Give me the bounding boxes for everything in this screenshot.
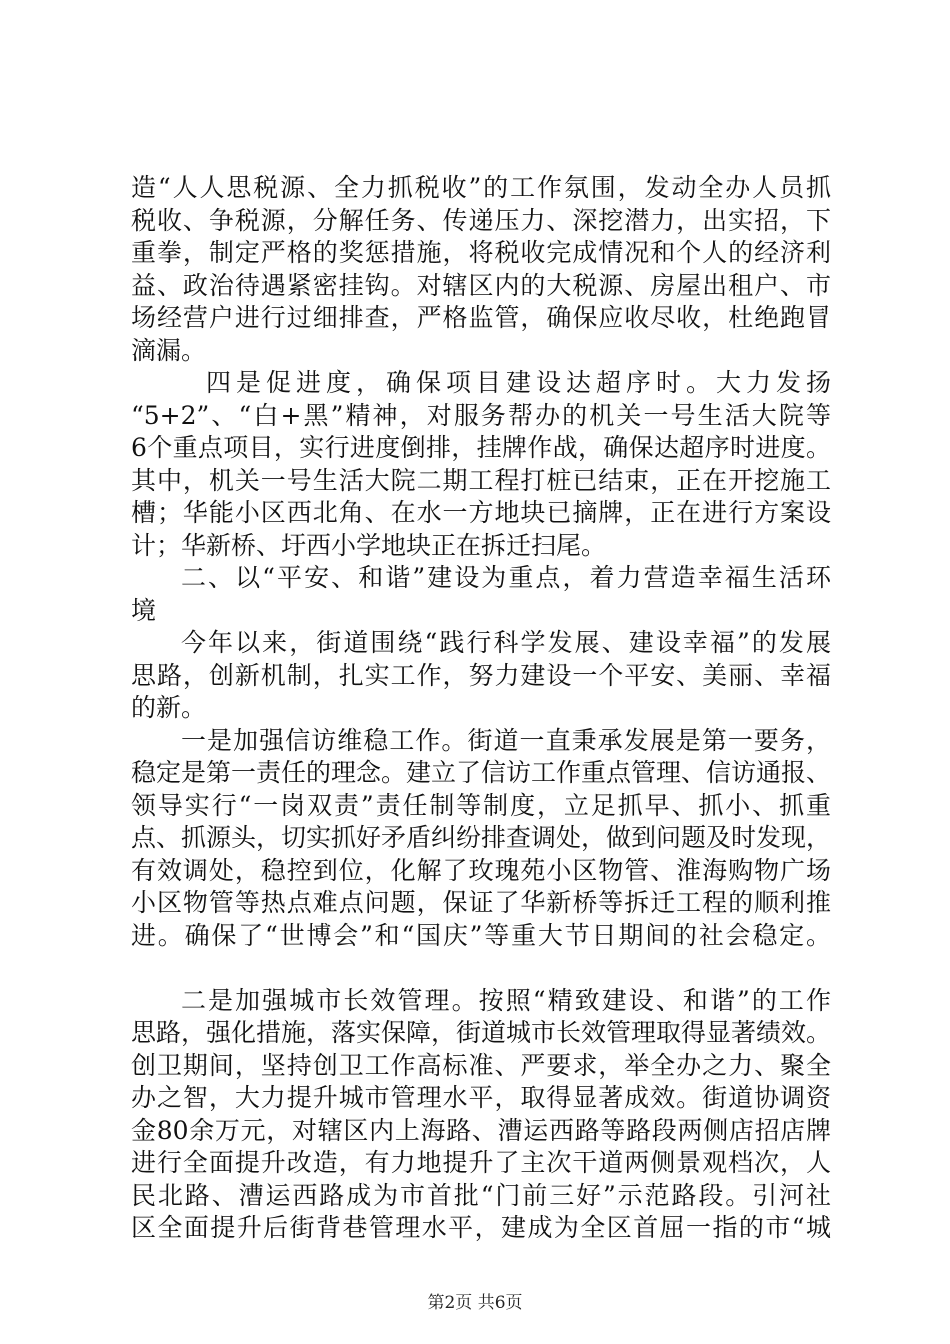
text-line: 槽；华能小区西北角、在水一方地块已摘牌，正在进行方案设	[131, 498, 831, 527]
text-line: 造“人人思税源、全力抓税收”的工作氛围，发动全办人员抓	[131, 173, 831, 202]
text-line: 金80余万元，对辖区内上海路、漕运西路等路段两侧店招店牌	[131, 1115, 831, 1145]
section-heading-line: 二、以“平安、和谐”建设为重点，着力营造幸福生活环	[181, 563, 831, 592]
paragraph-start-line: 四是促进度，确保项目建设达超序时。大力发扬	[206, 368, 831, 397]
text-line: 滴漏。	[131, 335, 207, 365]
text-line: 的新。	[131, 693, 207, 722]
document-body	[131, 172, 831, 1245]
text-line: 其中，机关一号生活大院二期工程打桩已结束，正在开挖施工	[131, 465, 831, 495]
text-line: 进行全面提升改造，有力地提升了主次干道两侧景观档次，人	[131, 1148, 831, 1177]
text-line: 计；华新桥、圩西小学地块正在拆迁扫尾。	[131, 530, 607, 560]
paragraph-start-line: 二是加强城市长效管理。按照“精致建设、和谐”的工作	[181, 985, 831, 1015]
paragraph-start-line: 一是加强信访维稳工作。街道一直秉承发展是第一要务，	[181, 725, 831, 755]
text-line: 税收、争税源，分解任务、传递压力、深挖潜力，出实招，下	[131, 205, 831, 235]
section-heading-line: 境	[131, 595, 157, 625]
text-line: 区全面提升后街背巷管理水平，建成为全区首屈一指的市“城	[131, 1213, 831, 1242]
text-line: 民北路、漕运西路成为市首批“门前三好”示范路段。引河社	[131, 1180, 831, 1210]
text-line: 进。确保了“世博会”和“国庆”等重大节日期间的社会稳定。	[131, 920, 831, 950]
text-line: 小区物管等热点难点问题，保证了华新桥等拆迁工程的顺利推	[131, 888, 831, 917]
text-line: 创卫期间，坚持创卫工作高标准、严要求，举全办之力、聚全	[131, 1050, 831, 1080]
text-line: 思路，强化措施，落实保障，街道城市长效管理取得显著绩效。	[131, 1018, 832, 1047]
text-line: 领导实行“一岗双责”责任制等制度，立足抓早、抓小、抓重	[131, 790, 831, 820]
page-number-footer: 第2页 共6页	[427, 1293, 523, 1313]
text-line: 重拳，制定严格的奖惩措施，将税收完成情况和个人的经济利	[131, 238, 831, 267]
paragraph-start-line: 今年以来，街道围绕“践行科学发展、建设幸福”的发展	[181, 628, 831, 657]
paragraph-gap	[131, 952, 831, 985]
text-line: “5+2”、“白+黑”精神，对服务帮办的机关一号生活大院等	[131, 400, 831, 430]
text-line: 办之智，大力提升城市管理水平，取得显著成效。街道协调资	[131, 1083, 831, 1112]
text-line: 场经营户进行过细排查，严格监管，确保应收尽收，杜绝跑冒	[131, 303, 831, 332]
text-line: 6个重点项目，实行进度倒排，挂牌作战，确保达超序时进度。	[131, 433, 831, 462]
text-line: 益、政治待遇紧密挂钩。对辖区内的大税源、房屋出租户、市	[131, 270, 831, 300]
text-line: 有效调处，稳控到位，化解了玫瑰苑小区物管、淮海购物广场	[131, 855, 831, 885]
text-line: 思路，创新机制，扎实工作，努力建设一个平安、美丽、幸福	[131, 660, 831, 690]
text-line: 稳定是第一责任的理念。建立了信访工作重点管理、信访通报、	[131, 758, 832, 787]
text-line: 点、抓源头，切实抓好矛盾纠纷排查调处，做到问题及时发现，	[131, 823, 832, 852]
